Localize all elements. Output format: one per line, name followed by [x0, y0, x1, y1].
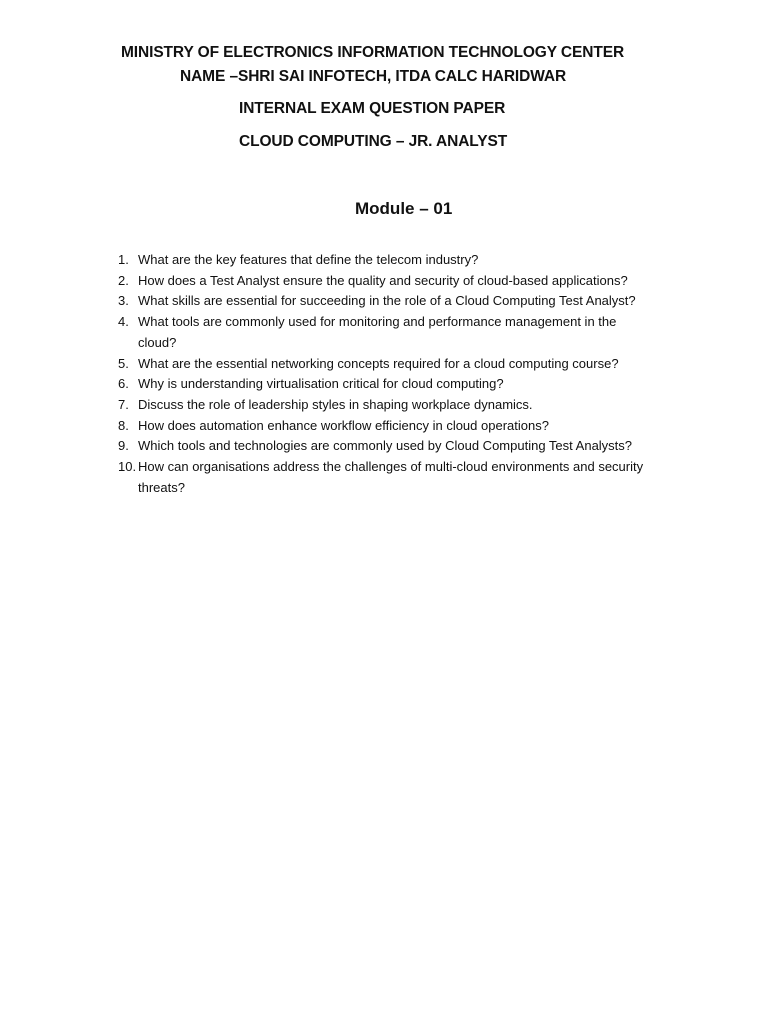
- question-number: 8.: [118, 417, 129, 433]
- question-text: What are the key features that define the telecom industry?: [138, 252, 479, 267]
- question-item: [0, 374, 768, 395]
- question-number: 6.: [118, 376, 129, 392]
- question-item: [0, 436, 768, 457]
- module-title: Module – 01: [355, 199, 453, 218]
- question-item: [0, 354, 768, 375]
- paper-title-heading: INTERNAL EXAM QUESTION PAPER: [239, 100, 506, 117]
- question-text: Why is understanding virtualisation critical for cloud computing?: [138, 376, 504, 392]
- ministry-heading: MINISTRY OF ELECTRONICS INFORMATION TECHNOLOGY CENTER: [121, 44, 625, 61]
- question-number: 4.: [118, 314, 129, 330]
- question-text: What skills are essential for succeeding in the role of a Cloud Computing Test Analyst?: [138, 293, 636, 309]
- question-text: What tools are commonly used for monitoring and performance management in the cloud?: [138, 314, 617, 350]
- question-item: [0, 291, 768, 312]
- question-item: [0, 271, 768, 292]
- question-number: 2.: [118, 272, 129, 288]
- question-item: [0, 457, 768, 498]
- question-number: 1.: [118, 252, 129, 267]
- question-number: 7.: [118, 396, 129, 412]
- question-number: 3.: [118, 293, 129, 309]
- question-number: 9.: [118, 438, 129, 454]
- question-number: 10.: [118, 459, 137, 475]
- question-item: [0, 395, 768, 416]
- question-item: [0, 312, 768, 353]
- question-text: How does automation enhance workflow efficiency in cloud operations?: [138, 417, 549, 433]
- question-item: [0, 250, 768, 271]
- question-text: Which tools and technologies are commonly used by Cloud Computing Test Analysts?: [138, 438, 633, 454]
- question-number: 5.: [118, 355, 129, 371]
- question-text: What are the essential networking concepts required for a cloud computing course?: [138, 355, 619, 371]
- question-text: Discuss the role of leadership styles in shaping workplace dynamics.: [138, 396, 533, 412]
- question-text: How does a Test Analyst ensure the quality and security of cloud-based applications?: [138, 272, 628, 288]
- question-text: How can organisations address the challenges of multi-cloud environments and security threats?: [138, 459, 644, 495]
- institute-name-heading: NAME –SHRI SAI INFOTECH, ITDA CALC HARIDWAR: [180, 68, 567, 85]
- course-title-heading: CLOUD COMPUTING – JR. ANALYST: [239, 133, 508, 150]
- question-list: [0, 250, 768, 498]
- question-item: [0, 416, 768, 437]
